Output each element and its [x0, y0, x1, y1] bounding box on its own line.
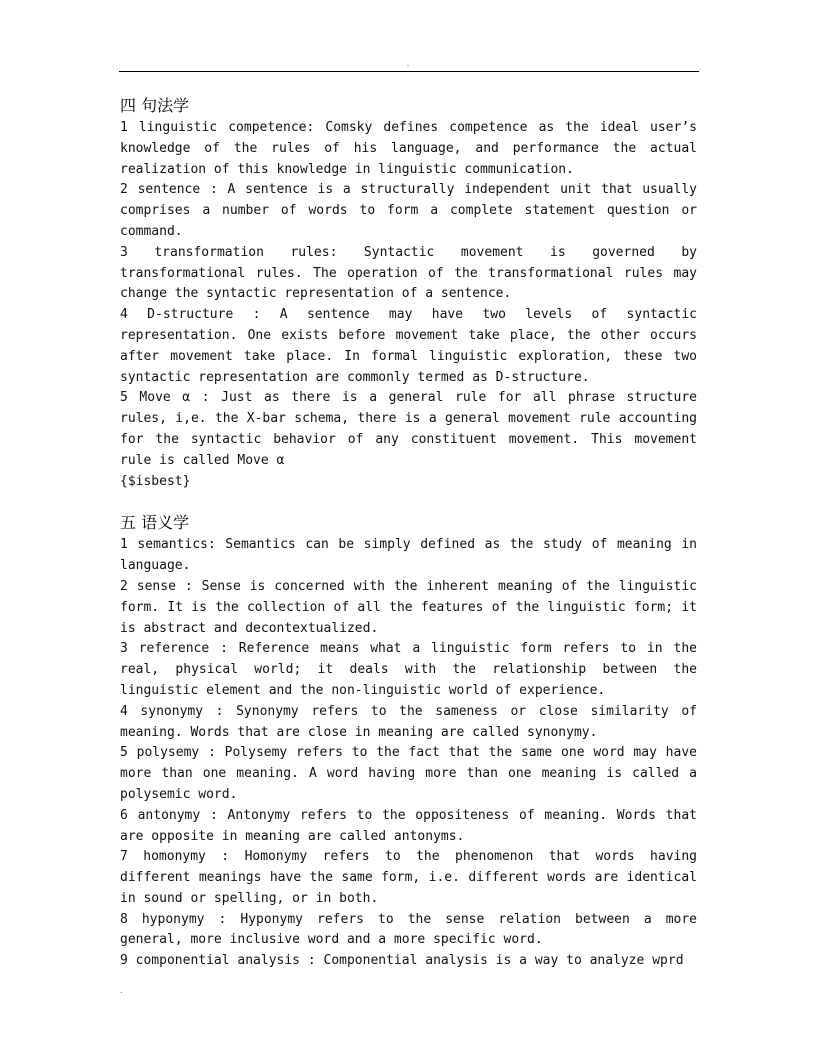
section-syntax — [120, 94, 697, 492]
footer-mark: . — [120, 986, 123, 995]
term-entry: 5 polysemy : Polysemy refers to the fact that the same one word may have more than one meaning. A word having more than one meaning is called a polysemic word. — [120, 745, 697, 802]
term-entry: 3 reference : Reference means what a linguistic form refers to in the real, physical world; it deals with the relationship between the linguistic element and the non-linguistic world of experience. — [120, 641, 697, 698]
term-entry: 4 synonymy : Synonymy refers to the sameness or close similarity of meaning. Words that are close in meaning are called synonymy. — [120, 703, 697, 740]
header-mark: . — [406, 59, 410, 68]
term-entry: 3 transformation rules: Syntactic movement is governed by transformational rules. The operation of the transformational rules may change the syntactic representation of a sentence. — [120, 244, 697, 302]
section-heading: 四 句法学 — [120, 96, 190, 115]
term-entry: 8 hyponymy : Hyponymy refers to the sense relation between a more general, more inclusive word and a more specific word. — [120, 911, 697, 948]
term-entry: 4 D-structure : A sentence may have two levels of syntactic representation. One exists before movement take place, the other occurs after movement take place. In formal linguistic exploration, these two syntactic representation are commonly termed as D-structure. — [120, 307, 697, 385]
term-entry: 6 antonymy : Antonymy refers to the oppositeness of meaning. Words that are opposite in meaning are called antonyms. — [120, 807, 697, 844]
term-entry: 1 linguistic competence: Comsky defines competence as the ideal user’s knowledge of the rules of his language, and performance the actual realization of this knowledge in linguistic communication. — [120, 120, 697, 177]
term-entry: 2 sense : Sense is concerned with the inherent meaning of the linguistic form. It is the collection of all the features of the linguistic form; it is abstract and decontextualized. — [120, 578, 697, 636]
term-entry: 1 semantics: Semantics can be simply defined as the study of meaning in language. — [120, 537, 697, 574]
term-entry: 9 componential analysis : Componential analysis is a way to analyze wprd — [120, 953, 684, 969]
term-entry: 2 sentence : A sentence is a structurally independent unit that usually comprises a number of words to form a complete statement question or command. — [120, 182, 697, 239]
section-semantics — [120, 511, 697, 972]
term-entry: 5 Move α : Just as there is a general rule for all phrase structure rules, i,e. the X-bar schema, there is a general movement rule accounting for the syntactic behavior of any constituent movement. This movement rule is called Move α — [120, 390, 697, 468]
term-entry: 7 homonymy : Homonymy refers to the phenomenon that words having different meanings have the same form, i.e. different words are identical in sound or spelling, or in both. — [120, 849, 697, 906]
header-rule — [119, 71, 699, 72]
section-heading: 五 语义学 — [120, 513, 190, 533]
document-body — [120, 94, 697, 972]
template-placeholder: {$isbest} — [120, 473, 191, 489]
